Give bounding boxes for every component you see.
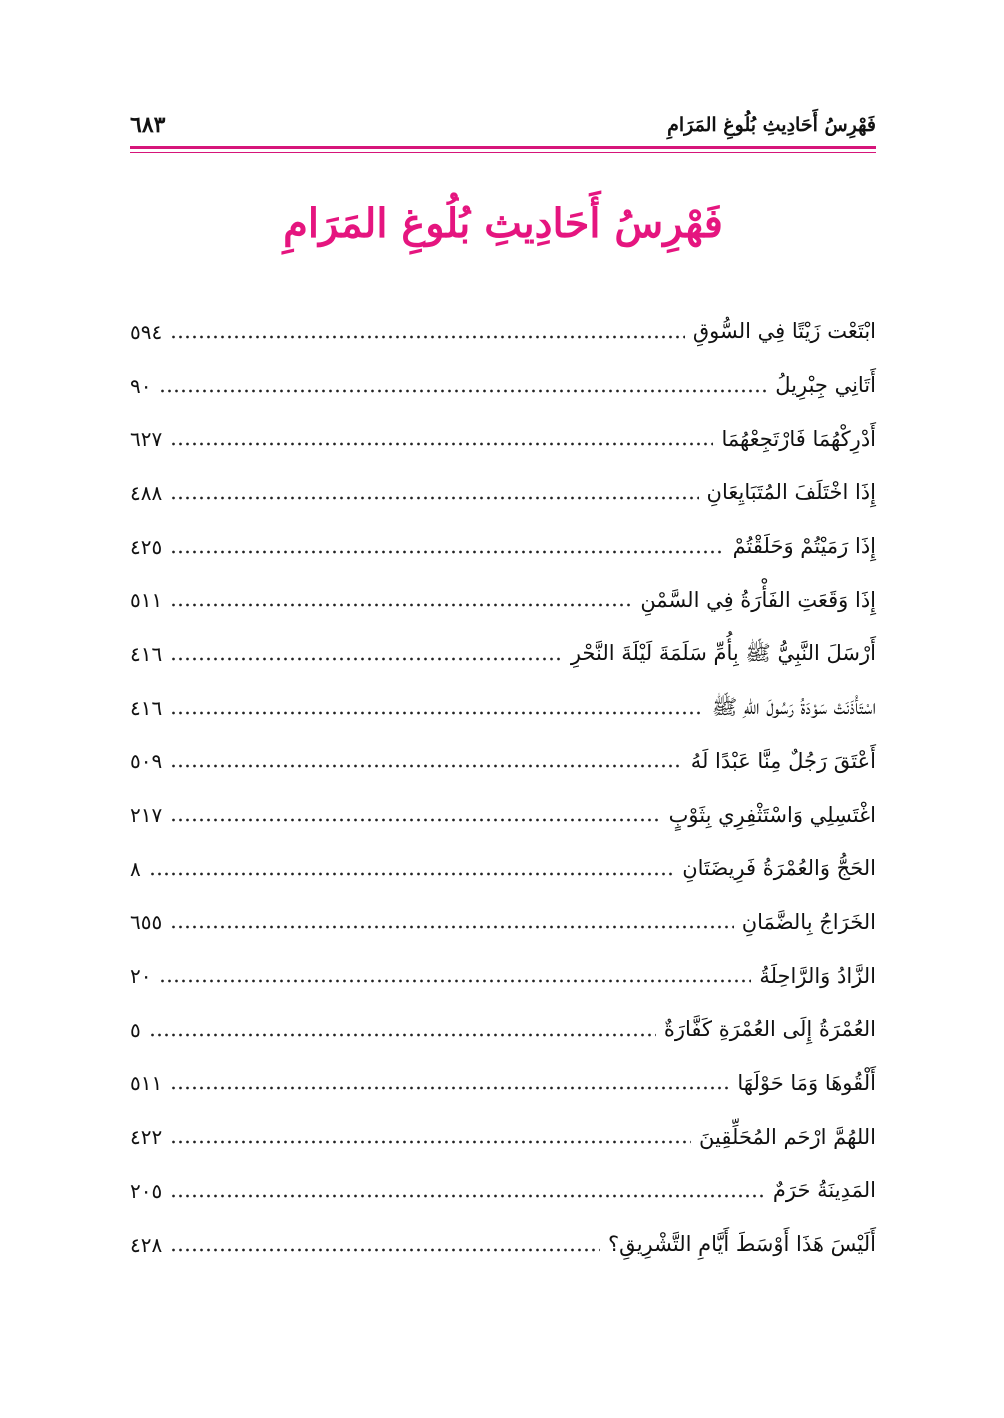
index-entry <box>130 359 876 413</box>
entry-text: إِذَا رَمَيْتُمْ وَحَلَقْتُمْ <box>732 534 876 559</box>
entry-text: أَلَيْسَ هَذَا أَوْسَطَ أَيَّامِ التَّشْرِيقِ؟ <box>608 1232 876 1257</box>
index-entry <box>130 842 876 896</box>
entry-text: أَدْرِكْهُمَا فَارْتَجِعْهُمَا <box>721 426 876 451</box>
dot-leader <box>170 442 713 446</box>
index-entry <box>130 1057 876 1111</box>
entry-page-number: ٢٠ <box>130 964 152 989</box>
dot-leader <box>159 979 751 983</box>
dot-leader <box>170 818 660 822</box>
dot-leader <box>170 925 734 929</box>
index-entry <box>130 520 876 574</box>
header-rule-thin <box>130 152 876 153</box>
entry-page-number: ٩٠ <box>130 373 152 398</box>
entry-text: ابْتَعْت زَيْتًا فِي السُّوقِ <box>692 319 876 344</box>
header-rule-thick <box>130 146 876 149</box>
dot-leader <box>170 657 563 661</box>
page-number: ٦٨٣ <box>130 112 166 138</box>
entry-page-number: ٤٢٨ <box>130 1232 163 1257</box>
dot-leader <box>170 496 698 500</box>
dot-leader <box>170 1140 691 1144</box>
index-entry <box>130 412 876 466</box>
dot-leader <box>170 1194 765 1198</box>
entry-page-number: ٤٨٨ <box>130 480 163 505</box>
entry-text: إِذَا اخْتَلَفَ المُتَبَايِعَانِ <box>706 480 876 505</box>
index-entry <box>130 1218 876 1272</box>
index-entry <box>130 788 876 842</box>
index-entry <box>130 305 876 359</box>
index-entry <box>130 1003 876 1057</box>
index-entry <box>130 1164 876 1218</box>
entry-page-number: ٤١٦ <box>130 695 163 720</box>
dot-leader <box>170 550 724 554</box>
entry-text: الحَجُّ وَالعُمْرَةُ فَرِيضَتَانِ <box>682 856 876 881</box>
index-entry <box>130 896 876 950</box>
dot-leader <box>149 1033 656 1037</box>
entry-text: اسْتَأْذَنَتْ سَوْدَةُ رَسُولَ اللهِ ﷺ <box>711 695 876 720</box>
entry-page-number: ٦٥٥ <box>130 910 163 935</box>
entry-page-number: ٢٠٥ <box>130 1178 163 1203</box>
entry-page-number: ٥٠٩ <box>130 749 163 774</box>
index-list <box>130 305 876 1271</box>
entry-page-number: ٨ <box>130 856 141 881</box>
dot-leader <box>170 335 685 339</box>
entry-text: الخَرَاجُ بِالضَّمَانِ <box>741 909 876 934</box>
dot-leader <box>170 764 682 768</box>
running-header-title: فَهْرِسُ أَحَادِيثِ بُلُوغِ المَرَامِ <box>667 114 876 136</box>
index-entry <box>130 681 876 735</box>
entry-text: الزَّادُ وَالرَّاحِلَةُ <box>759 963 876 988</box>
entry-page-number: ٥ <box>130 1017 141 1042</box>
index-entry <box>130 627 876 681</box>
entry-page-number: ٤٢٢ <box>130 1125 163 1150</box>
index-entry <box>130 735 876 789</box>
index-title: فَهْرِسُ أَحَادِيثِ بُلُوغِ المَرَامِ <box>283 200 723 247</box>
entry-text: المَدِينَةُ حَرَمٌ <box>772 1178 876 1203</box>
index-entry <box>130 949 876 1003</box>
entry-page-number: ٤١٦ <box>130 641 163 666</box>
entry-text: إِذَا وَقَعَتِ الفَأْرَةُ فِي السَّمْنِ <box>640 587 876 612</box>
dot-leader <box>159 389 767 393</box>
index-entry <box>130 466 876 520</box>
index-entry <box>130 573 876 627</box>
entry-text: أَلْقُوهَا وَمَا حَوْلَهَا <box>737 1070 876 1095</box>
entry-page-number: ٥٩٤ <box>130 319 163 344</box>
entry-page-number: ٢١٧ <box>130 803 163 828</box>
entry-page-number: ٥١١ <box>130 588 163 613</box>
entry-text: العُمْرَةُ إِلَى العُمْرَةِ كَفَّارَةٌ <box>663 1017 876 1042</box>
entry-page-number: ٤٢٥ <box>130 534 163 559</box>
entry-text: أَرْسَلَ النَّبِيُّ ﷺ بِأُمِّ سَلَمَةَ لَيْلَةَ النَّحْرِ <box>570 641 876 666</box>
entry-text: اغْتَسِلِي وَاسْتَثْفِرِي بِثَوْبٍ <box>668 802 876 827</box>
running-header <box>130 108 876 142</box>
dot-leader <box>170 603 632 607</box>
entry-text: أَتَانِي جِبْرِيلُ <box>775 373 876 398</box>
dot-leader <box>149 872 674 876</box>
entry-text: اللهُمَّ ارْحَم المُحَلِّقِينَ <box>699 1124 876 1149</box>
entry-text: أَعْتَقَ رَجُلٌ مِنَّا عَبْدًا لَهُ <box>690 748 876 773</box>
entry-page-number: ٥١١ <box>130 1071 163 1096</box>
dot-leader <box>170 1086 729 1090</box>
dot-leader <box>170 711 704 715</box>
index-entry <box>130 1110 876 1164</box>
entry-page-number: ٦٢٧ <box>130 427 163 452</box>
dot-leader <box>170 1248 600 1252</box>
